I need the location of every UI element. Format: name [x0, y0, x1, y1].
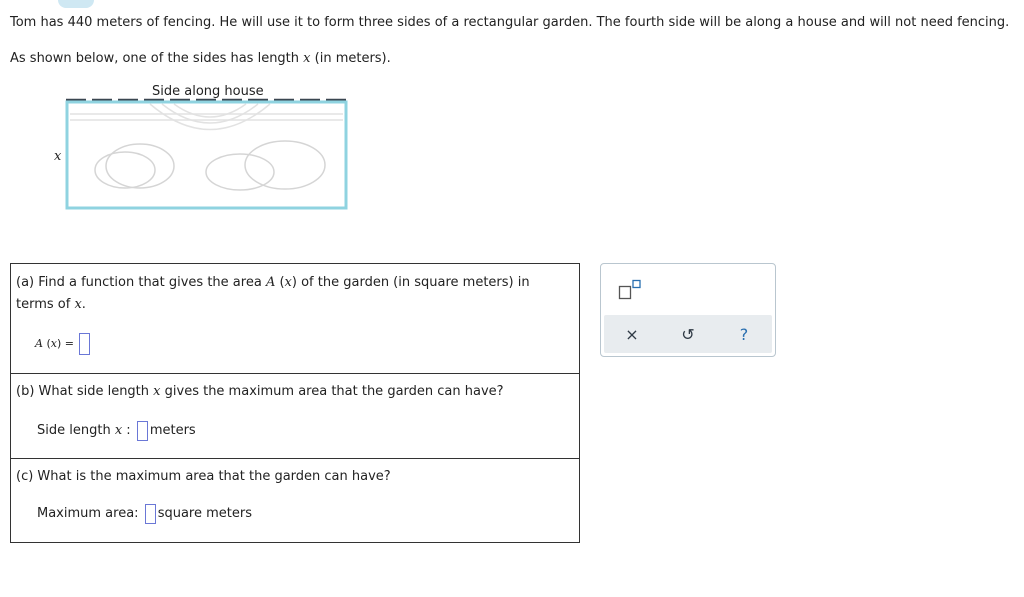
- side-length-input[interactable]: [137, 421, 148, 441]
- max-area-unit: square meters: [157, 506, 252, 521]
- part-c-answer-row: [37, 503, 252, 524]
- part-b-panel: [10, 373, 580, 459]
- variable-x: x: [74, 297, 82, 312]
- side-length-answer-label: Side length: [37, 423, 115, 438]
- problem-text-line2: [10, 51, 391, 66]
- function-name: A: [265, 275, 276, 290]
- equals-sign: =: [64, 337, 74, 350]
- part-b-answer-row: [37, 420, 196, 441]
- part-a-question-prefix: (a) Find a function that gives the area: [16, 275, 266, 290]
- max-area-input[interactable]: [145, 504, 156, 524]
- garden-diagram: [40, 80, 360, 215]
- problem-text-suffix: (in meters).: [310, 51, 391, 66]
- toolbar-action-bar: [604, 315, 772, 353]
- top-tab[interactable]: [58, 0, 94, 8]
- problem-text-prefix: As shown below, one of the sides has length: [10, 51, 304, 66]
- part-a-question-suffix: of the garden (in square meters) in: [296, 275, 530, 290]
- help-icon[interactable]: ?: [739, 325, 749, 344]
- side-length-label: x: [54, 149, 62, 164]
- part-a-panel: [10, 263, 580, 374]
- answer-function-name: A: [35, 337, 43, 350]
- side-length-unit: meters: [149, 423, 196, 438]
- variable-x: x: [303, 51, 311, 66]
- part-a-line2-suffix: .: [81, 297, 86, 312]
- part-a-answer-row: A (x) =: [35, 333, 92, 355]
- variable-x: x: [153, 384, 161, 399]
- part-b-question-prefix: (b) What side length: [16, 384, 154, 399]
- part-c-question: (c) What is the maximum area that the garden can have?: [16, 469, 391, 484]
- max-area-answer-label: Maximum area:: [37, 506, 139, 521]
- problem-text-line1: Tom has 440 meters of fencing. He will use it to form three sides of a rectangular garden. The fourth side will be along a house and will not need fencing.: [10, 15, 1010, 30]
- house-side-label: Side along house: [152, 84, 264, 99]
- answer-variable: x: [50, 337, 57, 350]
- undo-icon[interactable]: ↺: [681, 325, 695, 344]
- part-b-question: [16, 381, 504, 402]
- part-c-panel: [10, 458, 580, 543]
- part-a-line2-prefix: terms of: [16, 297, 75, 312]
- part-b-question-suffix: gives the maximum area that the garden can have?: [160, 384, 504, 399]
- answer-colon: :: [122, 423, 131, 438]
- math-toolbar: [600, 263, 776, 357]
- exponent-template-icon[interactable]: [618, 279, 644, 301]
- area-function-input[interactable]: [79, 333, 90, 355]
- clear-icon[interactable]: ×: [625, 325, 639, 344]
- part-a-question-line2: [16, 294, 86, 315]
- function-variable: x: [284, 275, 292, 290]
- variable-x: x: [114, 423, 123, 438]
- part-a-question: (a) Find a function that gives the area A (x) of the garden (in square meters) in: [16, 275, 530, 290]
